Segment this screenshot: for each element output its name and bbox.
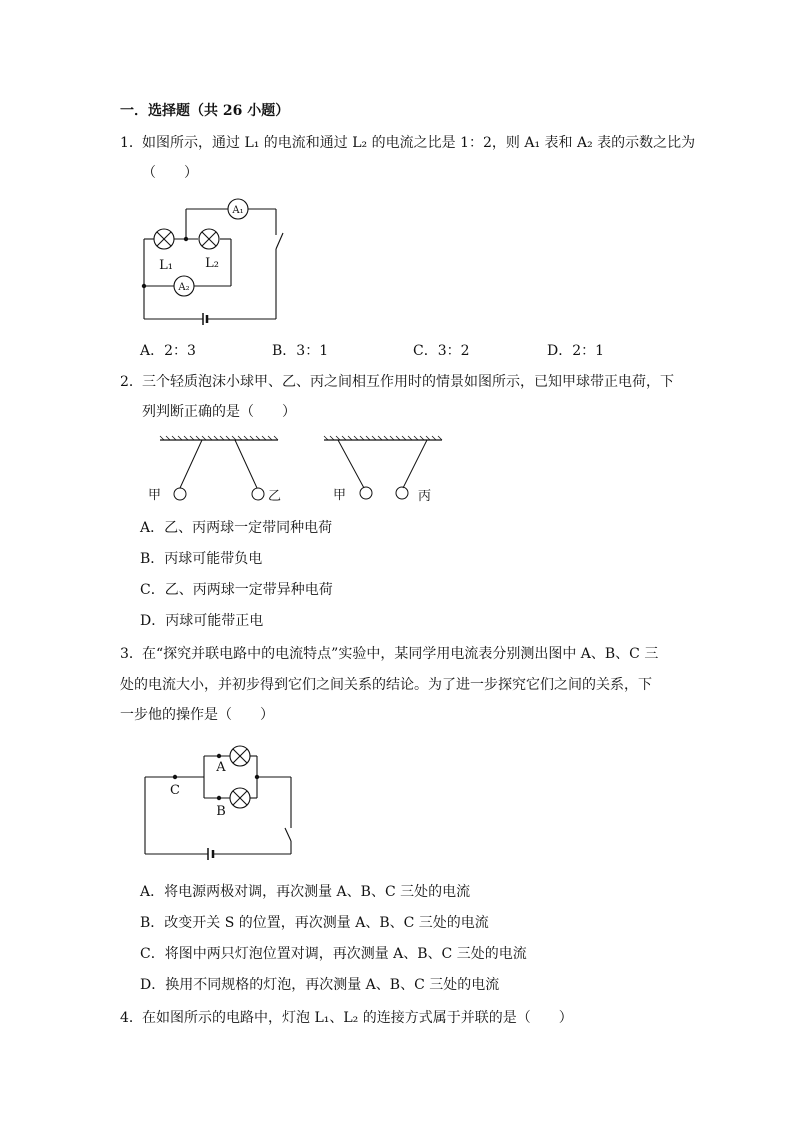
q1-junction-dot	[184, 237, 188, 241]
q2-label-jia-left: 甲	[148, 488, 162, 503]
q1-label-l1: L₁	[159, 258, 173, 273]
q3-circuit-figure	[140, 740, 305, 865]
q3-label-a: A	[216, 760, 226, 775]
q4-number: 4．	[120, 1010, 143, 1026]
q2-stem-line2: 列判断正确的是（ ）	[142, 404, 296, 420]
q1-option-c[interactable]: C．3：2	[413, 343, 470, 359]
q3-point-a-dot	[217, 754, 221, 758]
q1-stem-line1: 如图所示，通过 L₁ 的电流和通过 L₂ 的电流之比是 1：2，则 A₁ 表和 A₂ 表的示数之比为	[142, 135, 696, 151]
q3-stem-line1: 在“探究并联电路中的电流特点”实验中，某同学用电流表分别测出图中 A、B、C 三	[142, 646, 659, 662]
q2-label-jia-right: 甲	[333, 488, 347, 503]
q2-option-b[interactable]: B．丙球可能带负电	[140, 551, 263, 567]
q2-stem-line1: 三个轻质泡沫小球甲、乙、丙之间相互作用时的情景如图所示，已知甲球带正电荷，下	[142, 374, 674, 390]
q1-label-l2: L₂	[205, 256, 219, 271]
q1-number: 1．	[120, 135, 143, 151]
q1-option-a[interactable]: A．2：3	[140, 343, 196, 359]
q3-option-a[interactable]: A．将电源两极对调，再次测量 A、B、C 三处的电流	[140, 884, 471, 900]
q1-circuit-figure	[130, 195, 300, 330]
q1-label-a1: A₁	[232, 205, 244, 216]
q3-stem-line2: 处的电流大小，并初步得到它们之间关系的结论。为了进一步探究它们之间的关系，下	[120, 677, 652, 693]
q3-option-b[interactable]: B．改变开关 S 的位置，再次测量 A、B、C 三处的电流	[140, 915, 489, 931]
q2-balls-figure	[140, 430, 450, 510]
section-title: 一．选择题（共 26 小题）	[120, 103, 290, 119]
q3-option-d[interactable]: D．换用不同规格的灯泡，再次测量 A、B、C 三处的电流	[140, 977, 500, 993]
q2-option-c[interactable]: C．乙、丙两球一定带异种电荷	[140, 582, 333, 598]
q4-stem-line1: 在如图所示的电路中，灯泡 L₁、L₂ 的连接方式属于并联的是（ ）	[142, 1010, 573, 1026]
q3-label-c: C	[170, 783, 180, 798]
q3-number: 3．	[120, 646, 143, 662]
q3-option-c[interactable]: C．将图中两只灯泡位置对调，再次测量 A、B、C 三处的电流	[140, 946, 527, 962]
q3-label-b: B	[216, 804, 226, 819]
q3-junction-dot	[255, 775, 259, 779]
q1-junction-dot	[142, 284, 146, 288]
q3-point-c-dot	[173, 775, 177, 779]
q1-option-d[interactable]: D．2：1	[547, 343, 605, 359]
q3-point-b-dot	[217, 796, 221, 800]
q1-stem-line2: （ ）	[142, 165, 198, 181]
q2-option-d[interactable]: D．丙球可能带正电	[140, 613, 264, 629]
q2-label-bing: 丙	[418, 489, 432, 504]
q2-option-a[interactable]: A．乙、丙两球一定带同种电荷	[140, 520, 333, 536]
q2-label-yi: 乙	[268, 489, 282, 504]
q2-number: 2．	[120, 374, 143, 390]
q3-stem-line3: 一步他的操作是（ ）	[120, 707, 274, 723]
q1-option-b[interactable]: B．3：1	[272, 343, 329, 359]
q1-label-a2: A₂	[178, 282, 190, 293]
